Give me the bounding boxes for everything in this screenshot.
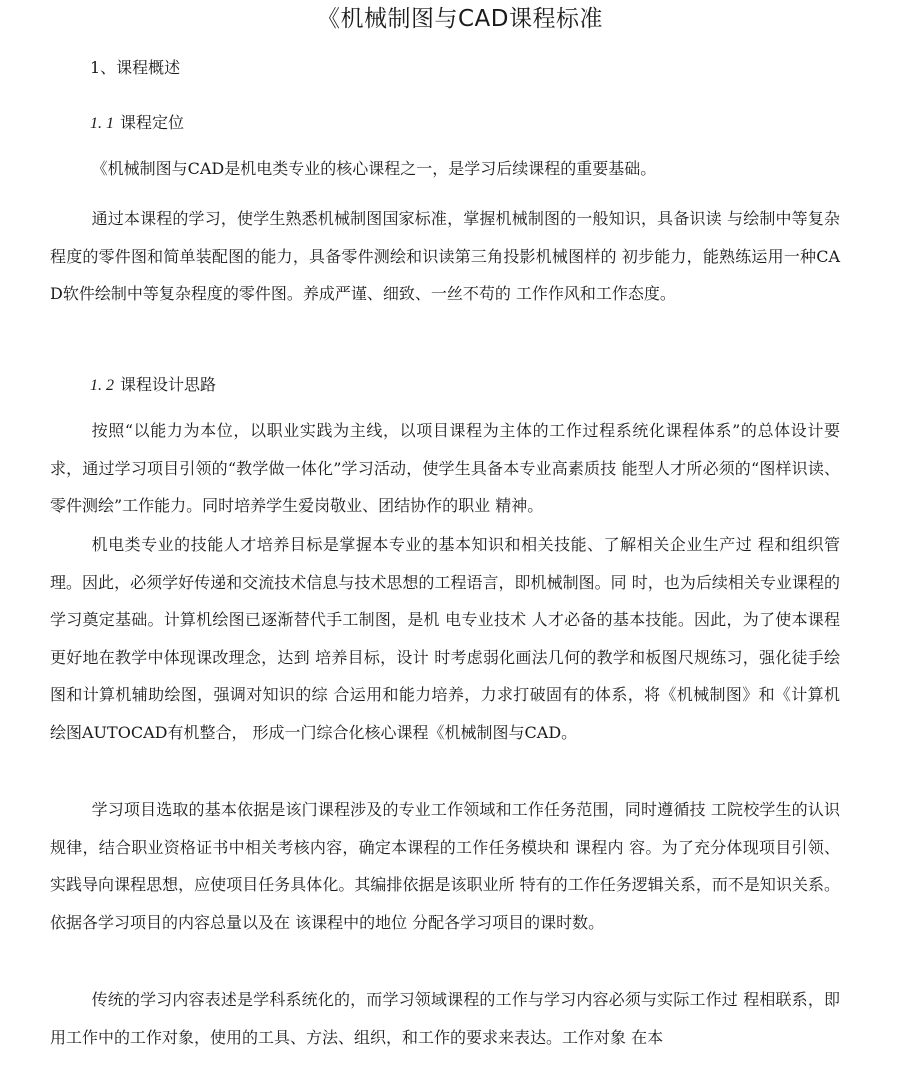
subsection-title: 课程设计思路 [120, 375, 217, 394]
subsection-number: 1. 1 [90, 115, 114, 132]
paragraph-design-1: 按照“以能力为本位，以职业实践为主线，以项目课程为主体的工作过程系统化课程体系”的总体设计要求，通过学习项目引领的“教学做一体化”学习活动，使学生具备本专业高素质技 能型人才所必须的“图样识读、零件测绘”工作能力。同时培养学生爱岗敬业、团结协作的职业 精神。 [50, 421, 840, 515]
subsection-heading-positioning [90, 111, 184, 136]
subsection-number: 1. 2 [90, 377, 114, 394]
paragraph-positioning-1: 《机械制图与CAD是机电类专业的核心课程之一，是学习后续课程的重要基础。 [91, 159, 657, 178]
section-heading: 1、课程概述 [90, 58, 181, 77]
paragraph-design-3: 学习项目选取的基本依据是该门课程涉及的专业工作领域和工作任务范围，同时遵循技 工院校学生的认识规律，结合职业资格证书中相关考核内容，确定本课程的工作任务模块和 课程内 容。为了充分体现项目引领、实践导向课程思想，应使项目任务具体化。其编排依据是该职业所 特有的工作任务逻辑关系，而不是知识关系。依据各学习项目的内容总量以及在 该课程中的地位 分配各学习项目的课时数。 [50, 800, 840, 932]
subsection-title: 课程定位 [120, 113, 185, 132]
paragraph-positioning-2: 通过本课程的学习，使学生熟悉机械制图国家标准，掌握机械制图的一般知识，具备识读 与绘制中等复杂程度的零件图和简单装配图的能力，具备零件测绘和识读第三角投影机械图样的 初步能力，能熟练运用一种CAD软件绘制中等复杂程度的零件图。养成严谨、细致、一丝不苟的 工作作风和工作态度。 [50, 209, 840, 303]
document-title: 《机械制图与CAD课程标准 [316, 6, 603, 32]
paragraph-design-4: 传统的学习内容表述是学科系统化的，而学习领域课程的工作与学习内容必须与实际工作过 程相联系，即用工作中的工作对象，使用的工具、方法、组织，和工作的要求来表达。工作对象 在本 [50, 990, 840, 1047]
paragraph-design-2: 机电类专业的技能人才培养目标是掌握本专业的基本知识和相关技能、了解相关企业生产过 程和组织管理。因此，必须学好传递和交流技术信息与技术思想的工程语言，即机械制图。同 时，也为后续相关专业课程的学习奠定基础。计算机绘图已逐渐替代手工制图，是机 电专业技术 人才必备的基本技能。因此，为了使本课程更好地在教学中体现课改理念，达到 培养目标，设计 时考虑弱化画法几何的教学和板图尺规练习，强化徒手绘图和计算机辅助绘图，强调对知识的综 合运用和能力培养，力求打破固有的体系，将《机械制图》和《计算机 绘图AUTOCAD有机整合， 形成一门综合化核心课程《机械制图与CAD。 [50, 535, 840, 742]
subsection-heading-design [90, 373, 216, 398]
